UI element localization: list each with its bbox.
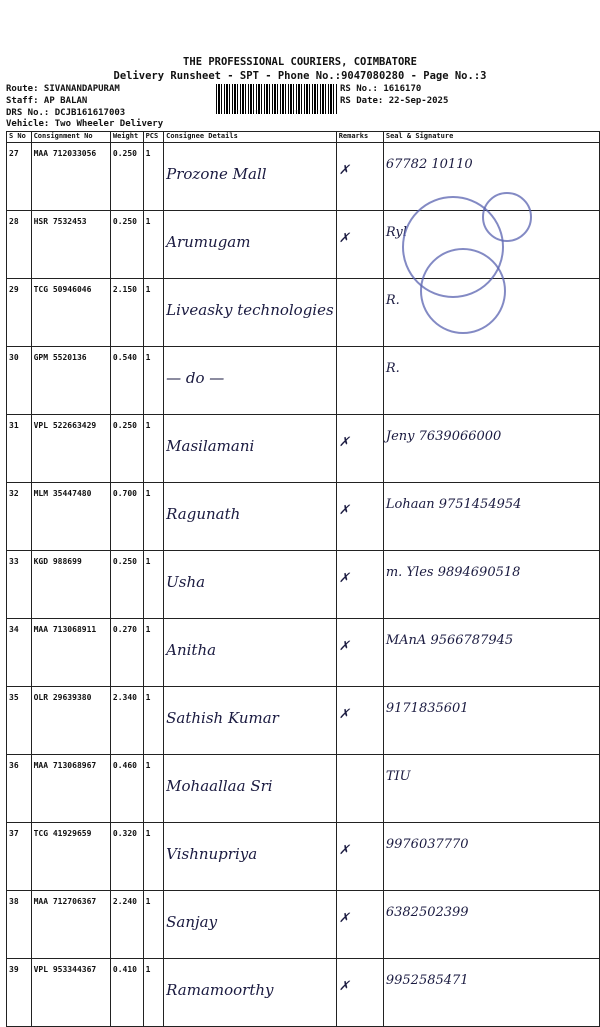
cell-signature: 67782 10110 [383, 143, 599, 211]
cell-consignment-no: VPL 953344367 [31, 959, 110, 1027]
table-header-row [7, 132, 600, 143]
cell-weight: 0.270 [110, 619, 143, 687]
seal-stamp-2 [420, 248, 506, 334]
cell-weight: 0.700 [110, 483, 143, 551]
cell-consignee: Mohaallaa Sri [164, 755, 337, 823]
cell-sno: 36 [7, 755, 32, 823]
cell-consignee: Liveasky technologies [164, 279, 337, 347]
cell-sno: 27 [7, 143, 32, 211]
cell-signature: Ryl [383, 211, 599, 279]
table-row [7, 483, 600, 551]
cell-signature: 9952585471 [383, 959, 599, 1027]
barcode-image [216, 84, 338, 114]
cell-remark [336, 279, 383, 347]
table-row [7, 619, 600, 687]
cell-sno: 33 [7, 551, 32, 619]
rs-date: RS Date: 22-Sep-2025 [340, 96, 449, 106]
cell-remark: ✗ [336, 959, 383, 1027]
cell-consignment-no: MLM 35447480 [31, 483, 110, 551]
cell-weight: 0.250 [110, 143, 143, 211]
cell-consignee: Usha [164, 551, 337, 619]
cell-remark: ✗ [336, 415, 383, 483]
cell-consignee: Anitha [164, 619, 337, 687]
route-label: Route: SIVANANDAPURAM [6, 84, 120, 94]
cell-sno: 39 [7, 959, 32, 1027]
runsheet-subtitle: Delivery Runsheet - SPT - Phone No.:9047080280 - Page No.:3 [113, 70, 487, 82]
cell-weight: 0.410 [110, 959, 143, 1027]
cell-sno: 35 [7, 687, 32, 755]
cell-signature: 6382502399 [383, 891, 599, 959]
cell-remark: ✗ [336, 143, 383, 211]
cell-remark: ✗ [336, 551, 383, 619]
cell-consignee: Sathish Kumar [164, 687, 337, 755]
table-row [7, 755, 600, 823]
cell-weight: 0.460 [110, 755, 143, 823]
cell-signature: R. [383, 347, 599, 415]
cell-weight: 0.250 [110, 551, 143, 619]
cell-sno: 28 [7, 211, 32, 279]
cell-signature: m. Yles 9894690518 [383, 551, 599, 619]
cell-pcs: 1 [143, 143, 164, 211]
cell-sno: 37 [7, 823, 32, 891]
cell-consignment-no: VPL 522663429 [31, 415, 110, 483]
cell-consignee: Ragunath [164, 483, 337, 551]
cell-consignee: Vishnupriya [164, 823, 337, 891]
col-pcs: PCS [143, 132, 164, 143]
cell-consignment-no: MAA 712706367 [31, 891, 110, 959]
cell-weight: 2.340 [110, 687, 143, 755]
cell-pcs: 1 [143, 551, 164, 619]
cell-consignee: Ramamoorthy [164, 959, 337, 1027]
cell-consignment-no: MAA 713068967 [31, 755, 110, 823]
cell-consignee: Prozone Mall [164, 143, 337, 211]
cell-consignment-no: OLR 29639380 [31, 687, 110, 755]
cell-signature: TIU [383, 755, 599, 823]
cell-remark: ✗ [336, 891, 383, 959]
cell-sno: 29 [7, 279, 32, 347]
cell-remark: ✗ [336, 823, 383, 891]
cell-remark [336, 347, 383, 415]
staff-label: Staff: AP BALAN [6, 96, 88, 106]
cell-sno: 38 [7, 891, 32, 959]
cell-remark: ✗ [336, 687, 383, 755]
cell-consignee: Masilamani [164, 415, 337, 483]
cell-signature: 9976037770 [383, 823, 599, 891]
col-consignee: Consignee Details [164, 132, 337, 143]
cell-pcs: 1 [143, 687, 164, 755]
cell-consignee: — do — [164, 347, 337, 415]
company-title: THE PROFESSIONAL COURIERS, COIMBATORE [183, 56, 417, 68]
cell-weight: 0.250 [110, 211, 143, 279]
cell-pcs: 1 [143, 619, 164, 687]
cell-sno: 32 [7, 483, 32, 551]
cell-weight: 0.250 [110, 415, 143, 483]
cell-weight: 2.240 [110, 891, 143, 959]
cell-weight: 0.540 [110, 347, 143, 415]
cell-sno: 34 [7, 619, 32, 687]
cell-sno: 30 [7, 347, 32, 415]
cell-consignment-no: TCG 50946046 [31, 279, 110, 347]
table-row [7, 551, 600, 619]
cell-consignment-no: MAA 712033056 [31, 143, 110, 211]
cell-remark [336, 755, 383, 823]
cell-pcs: 1 [143, 755, 164, 823]
cell-pcs: 1 [143, 211, 164, 279]
cell-weight: 2.150 [110, 279, 143, 347]
drs-label: DRS No.: DCJB161617003 [6, 108, 126, 118]
cell-pcs: 1 [143, 483, 164, 551]
cell-signature: MAnA 9566787945 [383, 619, 599, 687]
cell-pcs: 1 [143, 415, 164, 483]
col-weight: Weight [110, 132, 143, 143]
table-row [7, 279, 600, 347]
cell-signature: Lohaan 9751454954 [383, 483, 599, 551]
runsheet-table [6, 131, 600, 1027]
col-sno: S No [7, 132, 32, 143]
table-row [7, 891, 600, 959]
cell-remark: ✗ [336, 619, 383, 687]
rs-number: RS No.: 1616170 [340, 84, 422, 94]
cell-pcs: 1 [143, 891, 164, 959]
table-row [7, 415, 600, 483]
cell-pcs: 1 [143, 347, 164, 415]
table-row [7, 347, 600, 415]
cell-signature: 9171835601 [383, 687, 599, 755]
col-consignment: Consignment No [31, 132, 110, 143]
cell-pcs: 1 [143, 823, 164, 891]
cell-signature: Jeny 7639066000 [383, 415, 599, 483]
cell-consignment-no: GPM 5520136 [31, 347, 110, 415]
cell-consignment-no: TCG 41929659 [31, 823, 110, 891]
cell-pcs: 1 [143, 959, 164, 1027]
table-row [7, 823, 600, 891]
cell-consignment-no: KGD 988699 [31, 551, 110, 619]
table-row [7, 687, 600, 755]
vehicle-label: Vehicle: Two Wheeler Delivery [6, 119, 164, 129]
cell-weight: 0.320 [110, 823, 143, 891]
table-row [7, 959, 600, 1027]
seal-stamp-3 [482, 192, 532, 242]
cell-sno: 31 [7, 415, 32, 483]
cell-consignee: Sanjay [164, 891, 337, 959]
cell-consignment-no: HSR 7532453 [31, 211, 110, 279]
col-remarks: Remarks [336, 132, 383, 143]
cell-consignee: Arumugam [164, 211, 337, 279]
cell-pcs: 1 [143, 279, 164, 347]
cell-consignment-no: MAA 713068911 [31, 619, 110, 687]
cell-signature: R. [383, 279, 599, 347]
col-signature: Seal & Signature [383, 132, 599, 143]
cell-remark: ✗ [336, 483, 383, 551]
cell-remark: ✗ [336, 211, 383, 279]
